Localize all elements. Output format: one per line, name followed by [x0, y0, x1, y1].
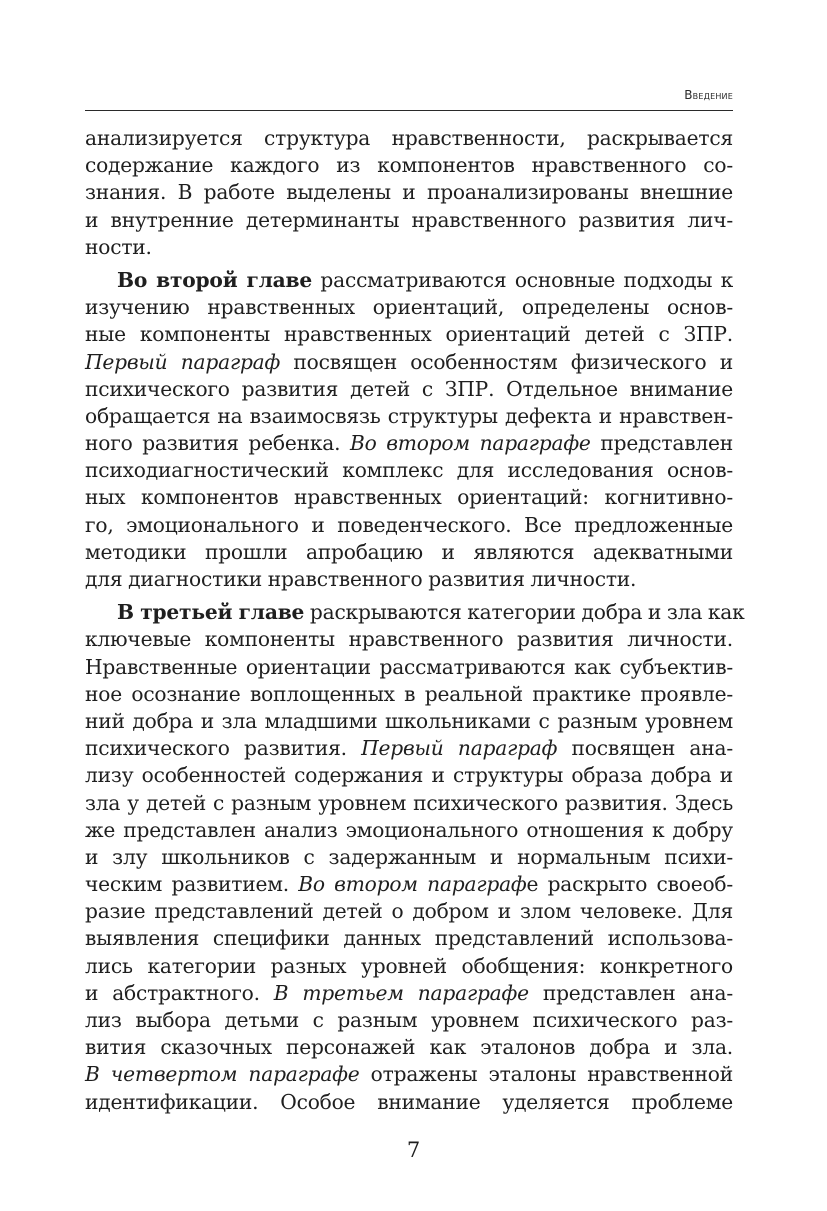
- section-reference: Первый параграф: [85, 349, 281, 374]
- page-number: 7: [406, 1138, 421, 1162]
- text-line: зла у детей с разным уровнем психического развития. Здесь: [85, 790, 733, 815]
- text-line: Во второй главе рассматриваются основные подходы к: [117, 267, 733, 292]
- running-head-title: Введение: [684, 88, 733, 102]
- text-line: анализируется структура нравственности, раскрывается: [85, 126, 733, 150]
- paragraph: [85, 599, 745, 1116]
- text-line: ных компонентов нравственных ориентаций: когнитивно-: [85, 485, 733, 510]
- text-line: ного развития ребенка. Во втором параграфе представлен: [85, 431, 733, 456]
- text-line: изучению нравственных ориентаций, определены основ-: [85, 295, 733, 320]
- text-line: для диагностики нравственного развития личности.: [85, 567, 637, 591]
- section-reference: В третьем параграфе: [273, 980, 529, 1005]
- text-line: лись категории разных уровней обобщения: конкретного: [85, 953, 733, 978]
- text-line: ное осознание воплощенных в реальной практике проявле-: [85, 681, 733, 706]
- text-line: знания. В работе выделены и проанализированы внешние: [85, 180, 733, 205]
- text-line: же представлен анализ эмоционального отношения к добру: [85, 817, 733, 842]
- text-line: ключевые компоненты нравственного развития личности.: [85, 627, 733, 652]
- text-line: методики прошли апробацию и являются адекватными: [85, 539, 733, 564]
- text-line: ности.: [85, 234, 152, 259]
- text-line: содержание каждого из компонентов нравственного со-: [85, 153, 733, 178]
- paragraph: [85, 125, 733, 261]
- section-reference: Во втором параграф: [298, 872, 527, 897]
- paragraph: [85, 267, 733, 593]
- text-line: психического развития. Первый параграф посвящен ана-: [85, 736, 733, 761]
- text-line: разие представлений детей о добром и злом человеке. Для: [85, 899, 733, 924]
- section-reference: В четвертом параграфе: [85, 1062, 360, 1087]
- text-line: ний добра и зла младшими школьниками с разным уровнем: [85, 708, 733, 733]
- text-line: ческим развитием. Во втором параграфе раскрыто своеоб-: [85, 872, 733, 897]
- text-line: и абстрактного. В третьем параграфе представлен ана-: [85, 980, 733, 1005]
- running-head: [85, 88, 733, 111]
- text-line: ные компоненты нравственных ориентаций детей с ЗПР.: [85, 322, 733, 347]
- text-line: Нравственные ориентации рассматриваются как субъектив-: [85, 654, 733, 679]
- text-line: психического развития детей с ЗПР. Отдельное внимание: [85, 376, 733, 401]
- text-line: идентификации. Особое внимание уделяется проблеме: [85, 1089, 733, 1114]
- text-line: В третьей главе раскрываются категории добра и зла как: [117, 600, 745, 625]
- text-line: вития сказочных персонажей как эталонов добра и зла.: [85, 1035, 733, 1060]
- text-line: лизу особенностей содержания и структуры образа добра и: [85, 763, 733, 788]
- text-line: В четвертом параграфе отражены эталоны нравственной: [85, 1062, 733, 1087]
- text-line: выявления специфики данных представлений использова-: [85, 926, 733, 951]
- text-line: Первый параграф посвящен особенностям физического и: [85, 349, 733, 374]
- text-line: и внутренние детерминанты нравственного развития лич-: [85, 207, 733, 232]
- text-line: обращается на взаимосвязь структуры дефекта и нравствен-: [85, 403, 733, 428]
- body-text: [85, 125, 745, 1116]
- text-line: лиз выбора детьми с разным уровнем психического раз-: [85, 1008, 733, 1032]
- text-line: и злу школьников с задержанным и нормальным психи-: [85, 844, 733, 869]
- text-line: го, эмоционального и поведенческого. Все предложенные: [85, 512, 733, 537]
- section-reference: Во втором параграфе: [349, 431, 591, 456]
- text-line: психодиагностический комплекс для исследования основ-: [85, 458, 733, 483]
- section-reference: Первый параграф: [361, 736, 558, 761]
- chapter-reference: В третьей главе: [117, 600, 305, 625]
- chapter-reference: Во второй главе: [117, 267, 313, 292]
